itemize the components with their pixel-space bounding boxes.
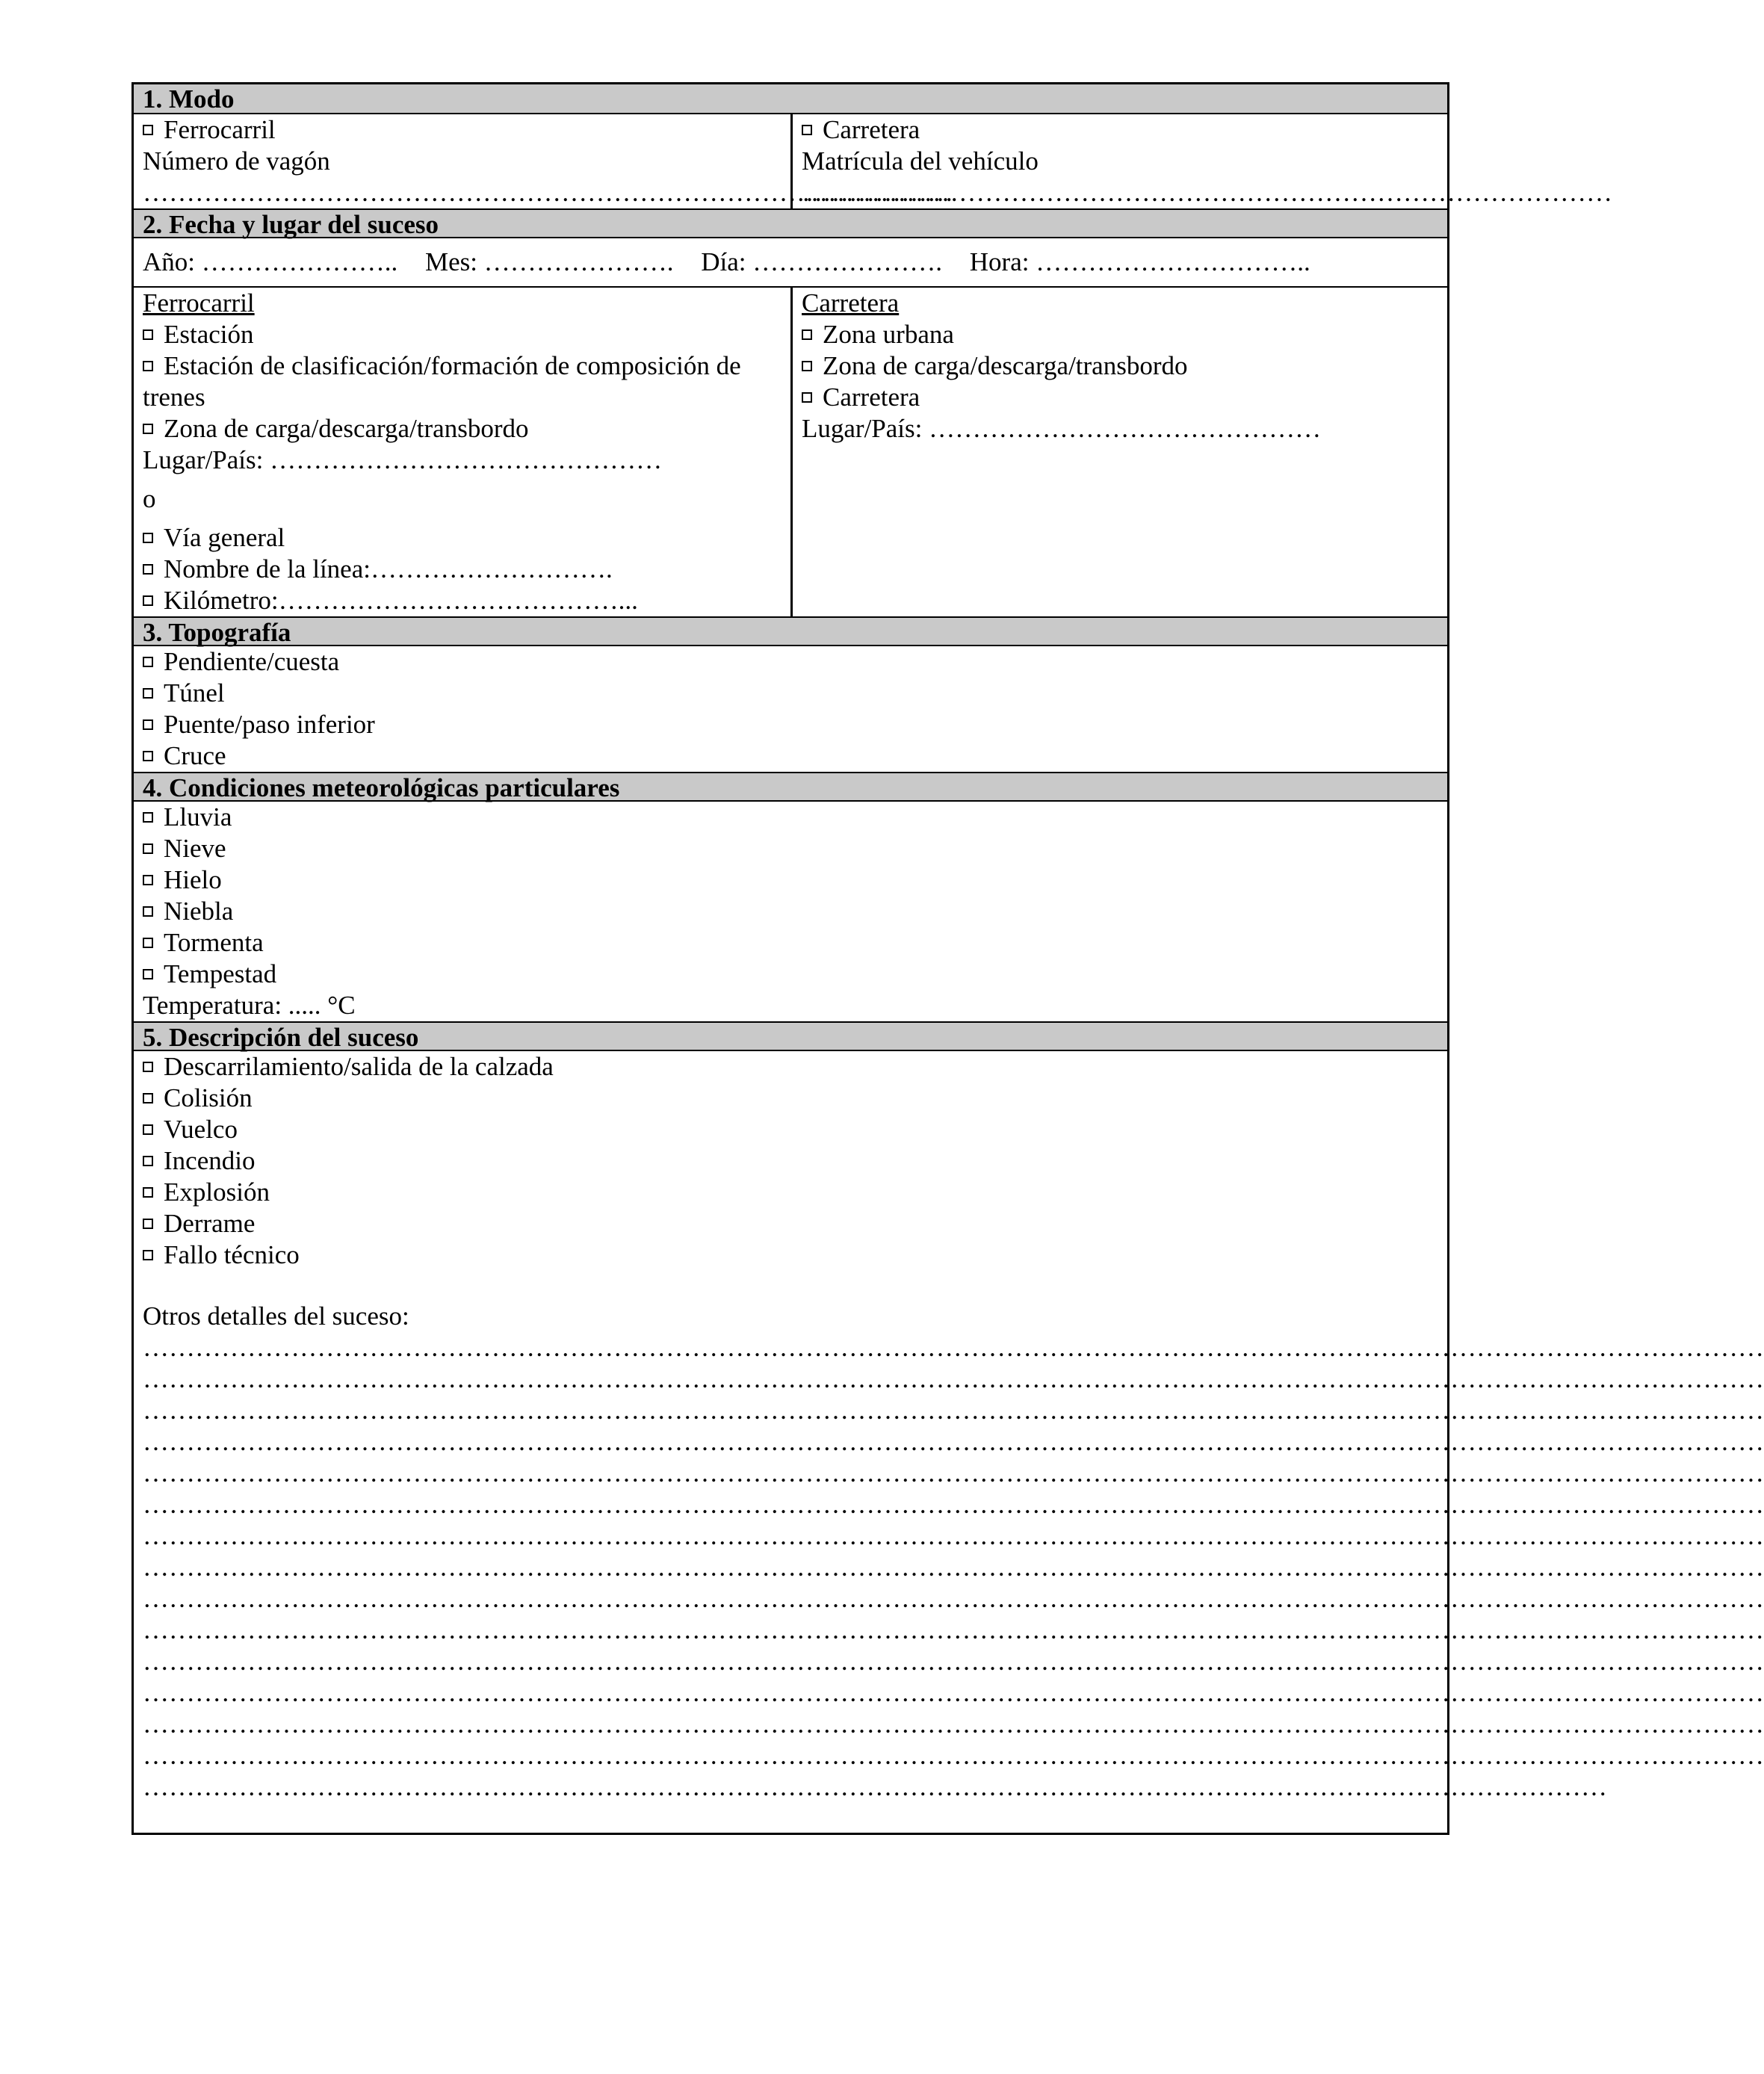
- checkbox-icon[interactable]: [143, 329, 153, 340]
- checkbox-icon[interactable]: [143, 1250, 153, 1260]
- checkbox-icon[interactable]: [802, 125, 812, 135]
- weather-label: Lluvia: [164, 802, 232, 832]
- incident-option[interactable]: [143, 1208, 1438, 1239]
- year-field[interactable]: Año: …………………..: [143, 247, 398, 276]
- rail-place-field[interactable]: Lugar/País: ………………………………………: [143, 445, 663, 474]
- details-line[interactable]: ……………………………………………………………………………………………………………………………………………………………………: [143, 1458, 1764, 1488]
- main-track-option[interactable]: [143, 522, 782, 554]
- classification-option[interactable]: [143, 350, 782, 413]
- details-line[interactable]: ……………………………………………………………………………………………………………………………………………………………………: [143, 1741, 1764, 1770]
- mode-row: [134, 114, 1612, 208]
- main-track-label: Vía general: [164, 523, 285, 552]
- checkbox-icon[interactable]: [143, 843, 153, 854]
- details-line[interactable]: ……………………………………………………………………………………………………………………………………………………………………: [143, 1364, 1764, 1393]
- incident-option[interactable]: [143, 1051, 1438, 1083]
- incident-option[interactable]: [143, 1114, 1438, 1145]
- checkbox-icon[interactable]: [802, 329, 812, 340]
- checkbox-icon[interactable]: [143, 906, 153, 917]
- location-row: [134, 288, 1447, 616]
- incident-option[interactable]: [143, 1145, 1438, 1177]
- road-location-title: Carretera: [802, 288, 900, 318]
- or-label: o: [143, 484, 156, 513]
- section-1-header: 1. Modo: [134, 84, 1447, 114]
- wagon-number-field[interactable]: …………………………………………………………………………………: [143, 178, 953, 207]
- details-line[interactable]: ……………………………………………………………………………………………………………………………………………………………………: [143, 1521, 1764, 1550]
- topography-option[interactable]: [143, 678, 1438, 709]
- checkbox-icon[interactable]: [143, 125, 153, 135]
- details-line[interactable]: ……………………………………………………………………………………………………………………………………………………………………: [143, 1584, 1764, 1613]
- weather-label: Tormenta: [164, 928, 264, 957]
- details-line[interactable]: ……………………………………………………………………………………………………………………………………………………………………: [143, 1333, 1764, 1362]
- km-label: Kilómetro:…………………………………...: [164, 586, 638, 615]
- checkbox-icon[interactable]: [143, 1187, 153, 1198]
- checkbox-icon[interactable]: [143, 533, 153, 543]
- details-line[interactable]: ……………………………………………………………………………………………………………………………………………………………………: [143, 1647, 1764, 1676]
- section-3-header: 3. Topografía: [134, 616, 1447, 646]
- incident-label: Colisión: [164, 1083, 253, 1112]
- details-line[interactable]: ……………………………………………………………………………………………………………………………………………………………………: [143, 1709, 1764, 1739]
- weather-option[interactable]: [143, 959, 1438, 990]
- mode-road-cell: [793, 114, 1621, 208]
- weather-option[interactable]: [143, 896, 1438, 927]
- details-line[interactable]: ……………………………………………………………………………………………………………………………………………………: [143, 1772, 1607, 1801]
- weather-label: Tempestad: [164, 959, 277, 988]
- line-name-label: Nombre de la línea:……………………….: [164, 554, 613, 583]
- topography-label: Cruce: [164, 741, 226, 770]
- incident-label: Vuelco: [164, 1115, 238, 1144]
- day-field[interactable]: Día: ………………….: [701, 247, 943, 276]
- checkbox-icon[interactable]: [143, 875, 153, 885]
- details-line[interactable]: ……………………………………………………………………………………………………………………………………………………………………: [143, 1396, 1764, 1425]
- road-label: Carretera: [823, 115, 920, 144]
- details-line[interactable]: ……………………………………………………………………………………………………………………………………………………………………: [143, 1427, 1764, 1456]
- checkbox-icon[interactable]: [143, 564, 153, 575]
- checkbox-icon[interactable]: [143, 751, 153, 761]
- incident-description: [134, 1051, 1764, 1833]
- rail-loading-option[interactable]: [143, 413, 782, 445]
- wagon-number-label: Número de vagón: [143, 146, 330, 176]
- weather-option[interactable]: [143, 802, 1438, 833]
- topography-option[interactable]: [143, 646, 1438, 678]
- line-name-option[interactable]: [143, 554, 782, 585]
- checkbox-icon[interactable]: [143, 812, 153, 823]
- station-label: Estación: [164, 320, 254, 349]
- section-4-header: 4. Condiciones meteorológicas particulares: [134, 772, 1447, 802]
- weather-list: [134, 802, 1447, 1021]
- weather-option[interactable]: [143, 833, 1438, 864]
- checkbox-icon[interactable]: [802, 361, 812, 371]
- checkbox-icon[interactable]: [802, 392, 812, 403]
- topography-list: [134, 646, 1447, 772]
- topography-option[interactable]: [143, 740, 1438, 772]
- month-field[interactable]: Mes: ………………….: [425, 247, 674, 276]
- incident-label: Descarrilamiento/salida de la calzada: [164, 1052, 554, 1081]
- topography-option[interactable]: [143, 709, 1438, 740]
- topography-label: Pendiente/cuesta: [164, 647, 340, 676]
- road-loading-option[interactable]: [802, 350, 1438, 382]
- details-line[interactable]: ……………………………………………………………………………………………………………………………………………………………………: [143, 1553, 1764, 1582]
- station-option[interactable]: [143, 319, 782, 350]
- details-line[interactable]: ……………………………………………………………………………………………………………………………………………………………………: [143, 1490, 1764, 1519]
- checkbox-icon[interactable]: [143, 424, 153, 434]
- urban-option[interactable]: [802, 319, 1438, 350]
- plate-field[interactable]: …………………………………………………………………………………: [802, 178, 1612, 207]
- road-option[interactable]: [802, 382, 1438, 413]
- date-row: [134, 238, 1447, 288]
- incident-label: Explosión: [164, 1177, 270, 1207]
- weather-label: Niebla: [164, 897, 234, 926]
- plate-label: Matrícula del vehículo: [802, 146, 1039, 176]
- checkbox-icon[interactable]: [143, 938, 153, 948]
- rail-location-title: Ferrocarril: [143, 288, 255, 318]
- rail-loading-label: Zona de carga/descarga/transbordo: [164, 414, 529, 443]
- section-5-header: 5. Descripción del suceso: [134, 1021, 1447, 1051]
- topography-label: Puente/paso inferior: [164, 710, 375, 739]
- checkbox-icon[interactable]: [143, 719, 153, 730]
- checkbox-icon[interactable]: [143, 361, 153, 371]
- checkbox-icon[interactable]: [143, 595, 153, 606]
- checkbox-icon[interactable]: [143, 969, 153, 979]
- checkbox-icon[interactable]: [143, 1093, 153, 1103]
- incident-form: [131, 82, 1764, 1835]
- topography-label: Túnel: [164, 678, 225, 708]
- incident-option[interactable]: [143, 1083, 1438, 1114]
- road-option-label: Carretera: [823, 383, 920, 412]
- urban-label: Zona urbana: [823, 320, 954, 349]
- location-rail-cell: [134, 288, 793, 616]
- incident-label: Derrame: [164, 1209, 256, 1238]
- road-checkbox-row[interactable]: [802, 114, 1612, 146]
- rail-label: Ferrocarril: [164, 115, 276, 144]
- weather-option[interactable]: [143, 927, 1438, 959]
- hour-field[interactable]: Hora: …………………………..: [969, 247, 1310, 276]
- temperature-field[interactable]: Temperatura: ..... °C: [143, 991, 356, 1020]
- checkbox-icon[interactable]: [143, 688, 153, 699]
- checkbox-icon[interactable]: [143, 657, 153, 667]
- incident-label: Incendio: [164, 1146, 256, 1175]
- weather-label: Hielo: [164, 865, 222, 894]
- incident-option[interactable]: [143, 1239, 1438, 1271]
- road-loading-label: Zona de carga/descarga/transbordo: [823, 351, 1188, 380]
- other-details-label: Otros detalles del suceso:: [143, 1301, 409, 1331]
- checkbox-icon[interactable]: [143, 1219, 153, 1229]
- incident-label: Fallo técnico: [164, 1240, 300, 1269]
- checkbox-icon[interactable]: [143, 1156, 153, 1166]
- weather-label: Nieve: [164, 834, 226, 863]
- details-line[interactable]: ……………………………………………………………………………………………………………………………………………………………………: [143, 1678, 1764, 1707]
- classification-label: Estación de clasificación/formación de composición de trenes: [143, 351, 741, 412]
- km-option[interactable]: [143, 585, 782, 616]
- rail-checkbox-row[interactable]: [143, 114, 782, 146]
- checkbox-icon[interactable]: [143, 1124, 153, 1135]
- road-place-field[interactable]: Lugar/País: ………………………………………: [802, 414, 1322, 443]
- incident-option[interactable]: [143, 1177, 1438, 1208]
- details-line[interactable]: ……………………………………………………………………………………………………………………………………………………………………: [143, 1615, 1764, 1644]
- weather-option[interactable]: [143, 864, 1438, 896]
- location-road-cell: [793, 288, 1447, 616]
- checkbox-icon[interactable]: [143, 1062, 153, 1072]
- section-2-header: 2. Fecha y lugar del suceso: [134, 208, 1447, 238]
